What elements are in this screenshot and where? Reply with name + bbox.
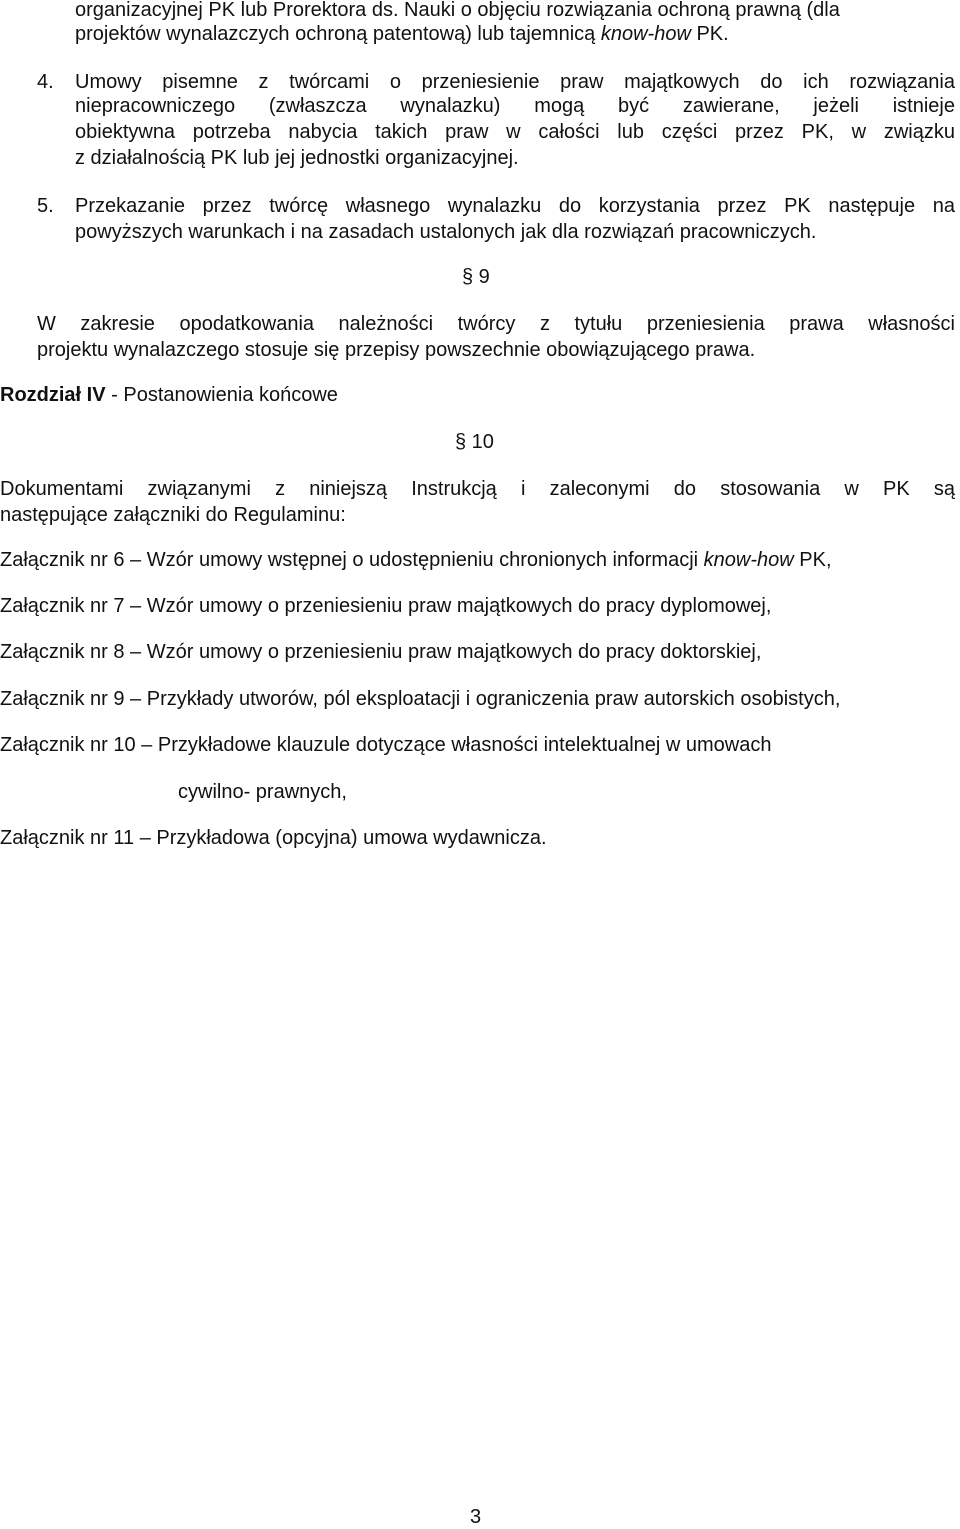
continuation-line-1: organizacyjnej PK lub Prorektora ds. Nauki o objęciu rozwiązania ochroną prawną (dla (75, 0, 840, 21)
attachment-6-text: Załącznik nr 6 – Wzór umowy wstępnej o udostępnieniu chronionych informacji (0, 549, 704, 571)
know-how-term: know-how (600, 23, 691, 45)
attachment-10-continuation: cywilno- prawnych, (178, 781, 347, 803)
item-4-line-3: obiektywna potrzeba nabycia takich praw w całości lub części przez PK, w związku (75, 121, 955, 143)
item-4-line-1: Umowy pisemne z twórcami o przeniesienie praw majątkowych do ich rozwiązania (75, 71, 955, 93)
item-5-line-1: Przekazanie przez twórcę własnego wynalazku do korzystania przez PK następuje na (75, 195, 955, 217)
item-5-line-2: powyższych warunkach i na zasadach ustalonych jak dla rozwiązań pracowniczych. (75, 221, 817, 243)
attachment-6-end: PK, (793, 549, 832, 571)
attachment-7: Załącznik nr 7 – Wzór umowy o przeniesieniu praw majątkowych do pracy dyplomowej, (0, 595, 772, 617)
section-10-line-1: Dokumentami związanymi z niniejszą Instrukcją i zaleconymi do stosowania w PK są (0, 478, 955, 500)
page-number: 3 (470, 1506, 482, 1528)
chapter-number: Rozdział IV (0, 384, 106, 406)
section-9-line-1: W zakresie opodatkowania należności twórcy z tytułu przeniesienia prawa własności (37, 313, 955, 335)
attachment-10: Załącznik nr 10 – Przykładowe klauzule dotyczące własności intelektualnej w umowach (0, 734, 772, 756)
attachment-8: Załącznik nr 8 – Wzór umowy o przeniesieniu praw majątkowych do pracy doktorskiej, (0, 641, 762, 663)
continuation-line-2 (75, 22, 729, 46)
chapter-heading (0, 383, 338, 407)
continuation-text-end: PK. (690, 23, 729, 45)
attachment-11: Załącznik nr 11 – Przykładowa (opcyjna) umowa wydawnicza. (0, 827, 547, 849)
item-4-line-2: niepracowniczego (zwłaszcza wynalazku) mogą być zawierane, jeżeli istnieje (75, 95, 955, 117)
continuation-text: projektów wynalazczych ochroną patentową) lub tajemnicą (75, 23, 601, 45)
attachment-9: Załącznik nr 9 – Przykłady utworów, pól eksploatacji i ograniczenia praw autorskich osobistych, (0, 688, 841, 710)
item-4-line-4: z działalnością PK lub jej jednostki organizacyjnej. (75, 147, 519, 169)
item-5-number: 5. (37, 195, 54, 217)
item-4-number: 4. (37, 71, 54, 93)
section-10-heading: § 10 (455, 431, 494, 453)
section-9-heading: § 9 (462, 266, 490, 288)
section-10-line-2: następujące załączniki do Regulaminu: (0, 504, 346, 526)
attachment-6 (0, 548, 832, 572)
chapter-title: - Postanowienia końcowe (105, 384, 338, 406)
know-how-term: know-how (703, 549, 794, 571)
section-9-line-2: projektu wynalazczego stosuje się przepisy powszechnie obowiązującego prawa. (37, 339, 756, 361)
